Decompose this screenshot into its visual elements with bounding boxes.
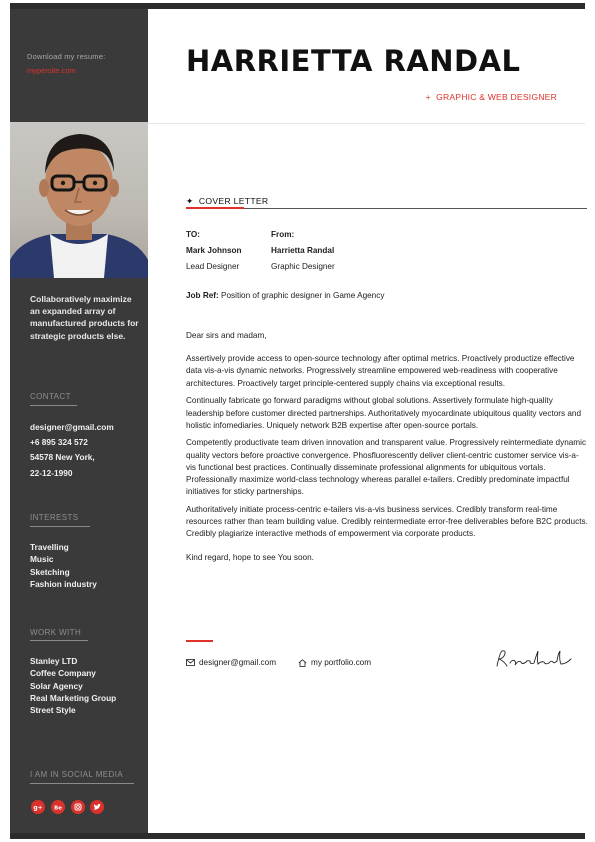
job-ref-value: Position of graphic designer in Game Agency	[221, 291, 385, 300]
interest-item: Fashion industry	[30, 578, 97, 589]
letter-paragraph: Continually fabricate go forward paradigms without global solutions. Assertively formulate high-quality leadership before customer directed partnerships. Authoritatively myocardinate ubiquitous quality vectors and holistic infomediaries. Uniquely network B2B expertise after open-source portals.	[186, 396, 582, 430]
download-resume-link[interactable]: mypersite.com	[27, 66, 76, 75]
twitter-icon[interactable]	[90, 800, 104, 814]
from-title: Graphic Designer	[271, 261, 335, 271]
behance-icon[interactable]	[51, 800, 65, 814]
footer-portfolio[interactable]	[298, 658, 371, 667]
cover-letter-rule	[244, 208, 587, 209]
to-name: Mark Johnson	[186, 245, 242, 255]
contact-phone: +6 895 324 572	[30, 437, 88, 448]
svg-text:g+: g+	[33, 804, 43, 812]
cover-letter-marker-icon: ✦	[186, 196, 194, 206]
interest-item: Travelling	[30, 542, 69, 552]
home-icon	[298, 659, 307, 667]
cover-letter-label: COVER LETTER	[198, 196, 269, 206]
contact-heading: CONTACT	[30, 392, 71, 401]
social-rule	[30, 783, 134, 784]
work-heading: WORK WITH	[30, 628, 82, 637]
interest-item: Sketching	[30, 566, 70, 577]
instagram-icon[interactable]	[71, 800, 85, 814]
work-item: Coffee Company	[30, 668, 96, 679]
contact-address: 54578 New York,	[30, 452, 95, 463]
footer-portfolio-text: my portfolio.com	[311, 658, 372, 667]
to-label: TO:	[186, 230, 200, 239]
applicant-role	[426, 92, 557, 102]
interests-list	[30, 541, 97, 590]
recipient-block	[186, 227, 242, 274]
work-item: Street Style	[30, 705, 76, 716]
applicant-name: HARRIETTA RANDAL	[186, 44, 521, 78]
letter-paragraph: Competently productivate team driven innovation and transparent value. Progressively reintermediate dynamic quality vectors before proactive convergence. Phosfluorescently deliver client-centric customer service vis-a-vis functional best practices. Continually disseminate professional alignments for ubiquitous vortals. Professionally maximize world-class technology whereas parallel e-tailers. Credibly predominate impactful initiatives for sticky partnerships.	[186, 438, 587, 497]
salutation: Dear sirs and madam,	[186, 331, 267, 340]
job-reference	[186, 291, 384, 300]
job-ref-label: Job Ref:	[186, 291, 219, 300]
closing: Kind regard, hope to see You soon.	[186, 552, 314, 562]
bottom-bar	[10, 833, 585, 839]
work-rule	[30, 640, 88, 641]
work-item: Solar Agency	[30, 680, 83, 691]
role-marker: +	[425, 92, 431, 102]
portrait-illustration	[10, 122, 148, 278]
google-plus-icon[interactable]	[31, 800, 45, 814]
work-item: Real Marketing Group	[30, 692, 117, 703]
letter-paragraph: Authoritatively initiate process-centric e-tailers vis-a-vis business services. Credibly transform real-time resources rather than team building value. Credibly reintermediate error-free deliverables before B2C products. Credibly plagiarize interactive methods of empowerment via corporate products.	[186, 504, 588, 539]
contact-list	[30, 420, 114, 481]
cover-letter-rule-accent	[186, 207, 244, 209]
from-label: From:	[271, 230, 295, 239]
from-name: Harrietta Randal	[271, 245, 335, 255]
profile-photo	[10, 122, 148, 278]
footer-email-text: designer@gmail.com	[199, 658, 277, 667]
contact-rule	[30, 405, 77, 406]
envelope-icon	[186, 659, 195, 666]
header-rule	[148, 123, 585, 124]
interests-rule	[30, 526, 90, 527]
cover-letter-title	[186, 196, 268, 207]
svg-text:Be: Be	[54, 805, 62, 812]
download-resume-label: Download my resume:	[27, 52, 106, 61]
role-label: GRAPHIC & WEB DESIGNER	[436, 92, 557, 102]
letter-body	[186, 330, 588, 569]
letter-paragraph: Assertively provide access to open-source technology after optimal metrics. Proactively productize effective data vis-a-vis dynamic networks. Progressively streamline empowered web-readiness with cooperative architectures. Proactively target principle-centered supply chains via exceptional results.	[186, 354, 575, 388]
social-heading: I AM IN SOCIAL MEDIA	[30, 770, 124, 779]
work-list	[30, 655, 116, 716]
handwritten-signature	[494, 648, 574, 672]
sidebar-intro: Collaboratively maximize an expanded array of manufactured products for strategic products else.	[30, 294, 139, 341]
contact-email[interactable]: designer@gmail.com	[30, 422, 114, 432]
contact-date: 22-12-1990	[30, 467, 73, 478]
interests-heading: INTERESTS	[30, 513, 79, 522]
sender-block	[271, 227, 335, 274]
footer-email[interactable]	[186, 658, 276, 667]
work-item: Stanley LTD	[30, 656, 78, 666]
interest-item: Music	[30, 554, 54, 565]
signature-rule-accent	[186, 640, 213, 642]
to-title: Lead Designer	[186, 261, 240, 271]
